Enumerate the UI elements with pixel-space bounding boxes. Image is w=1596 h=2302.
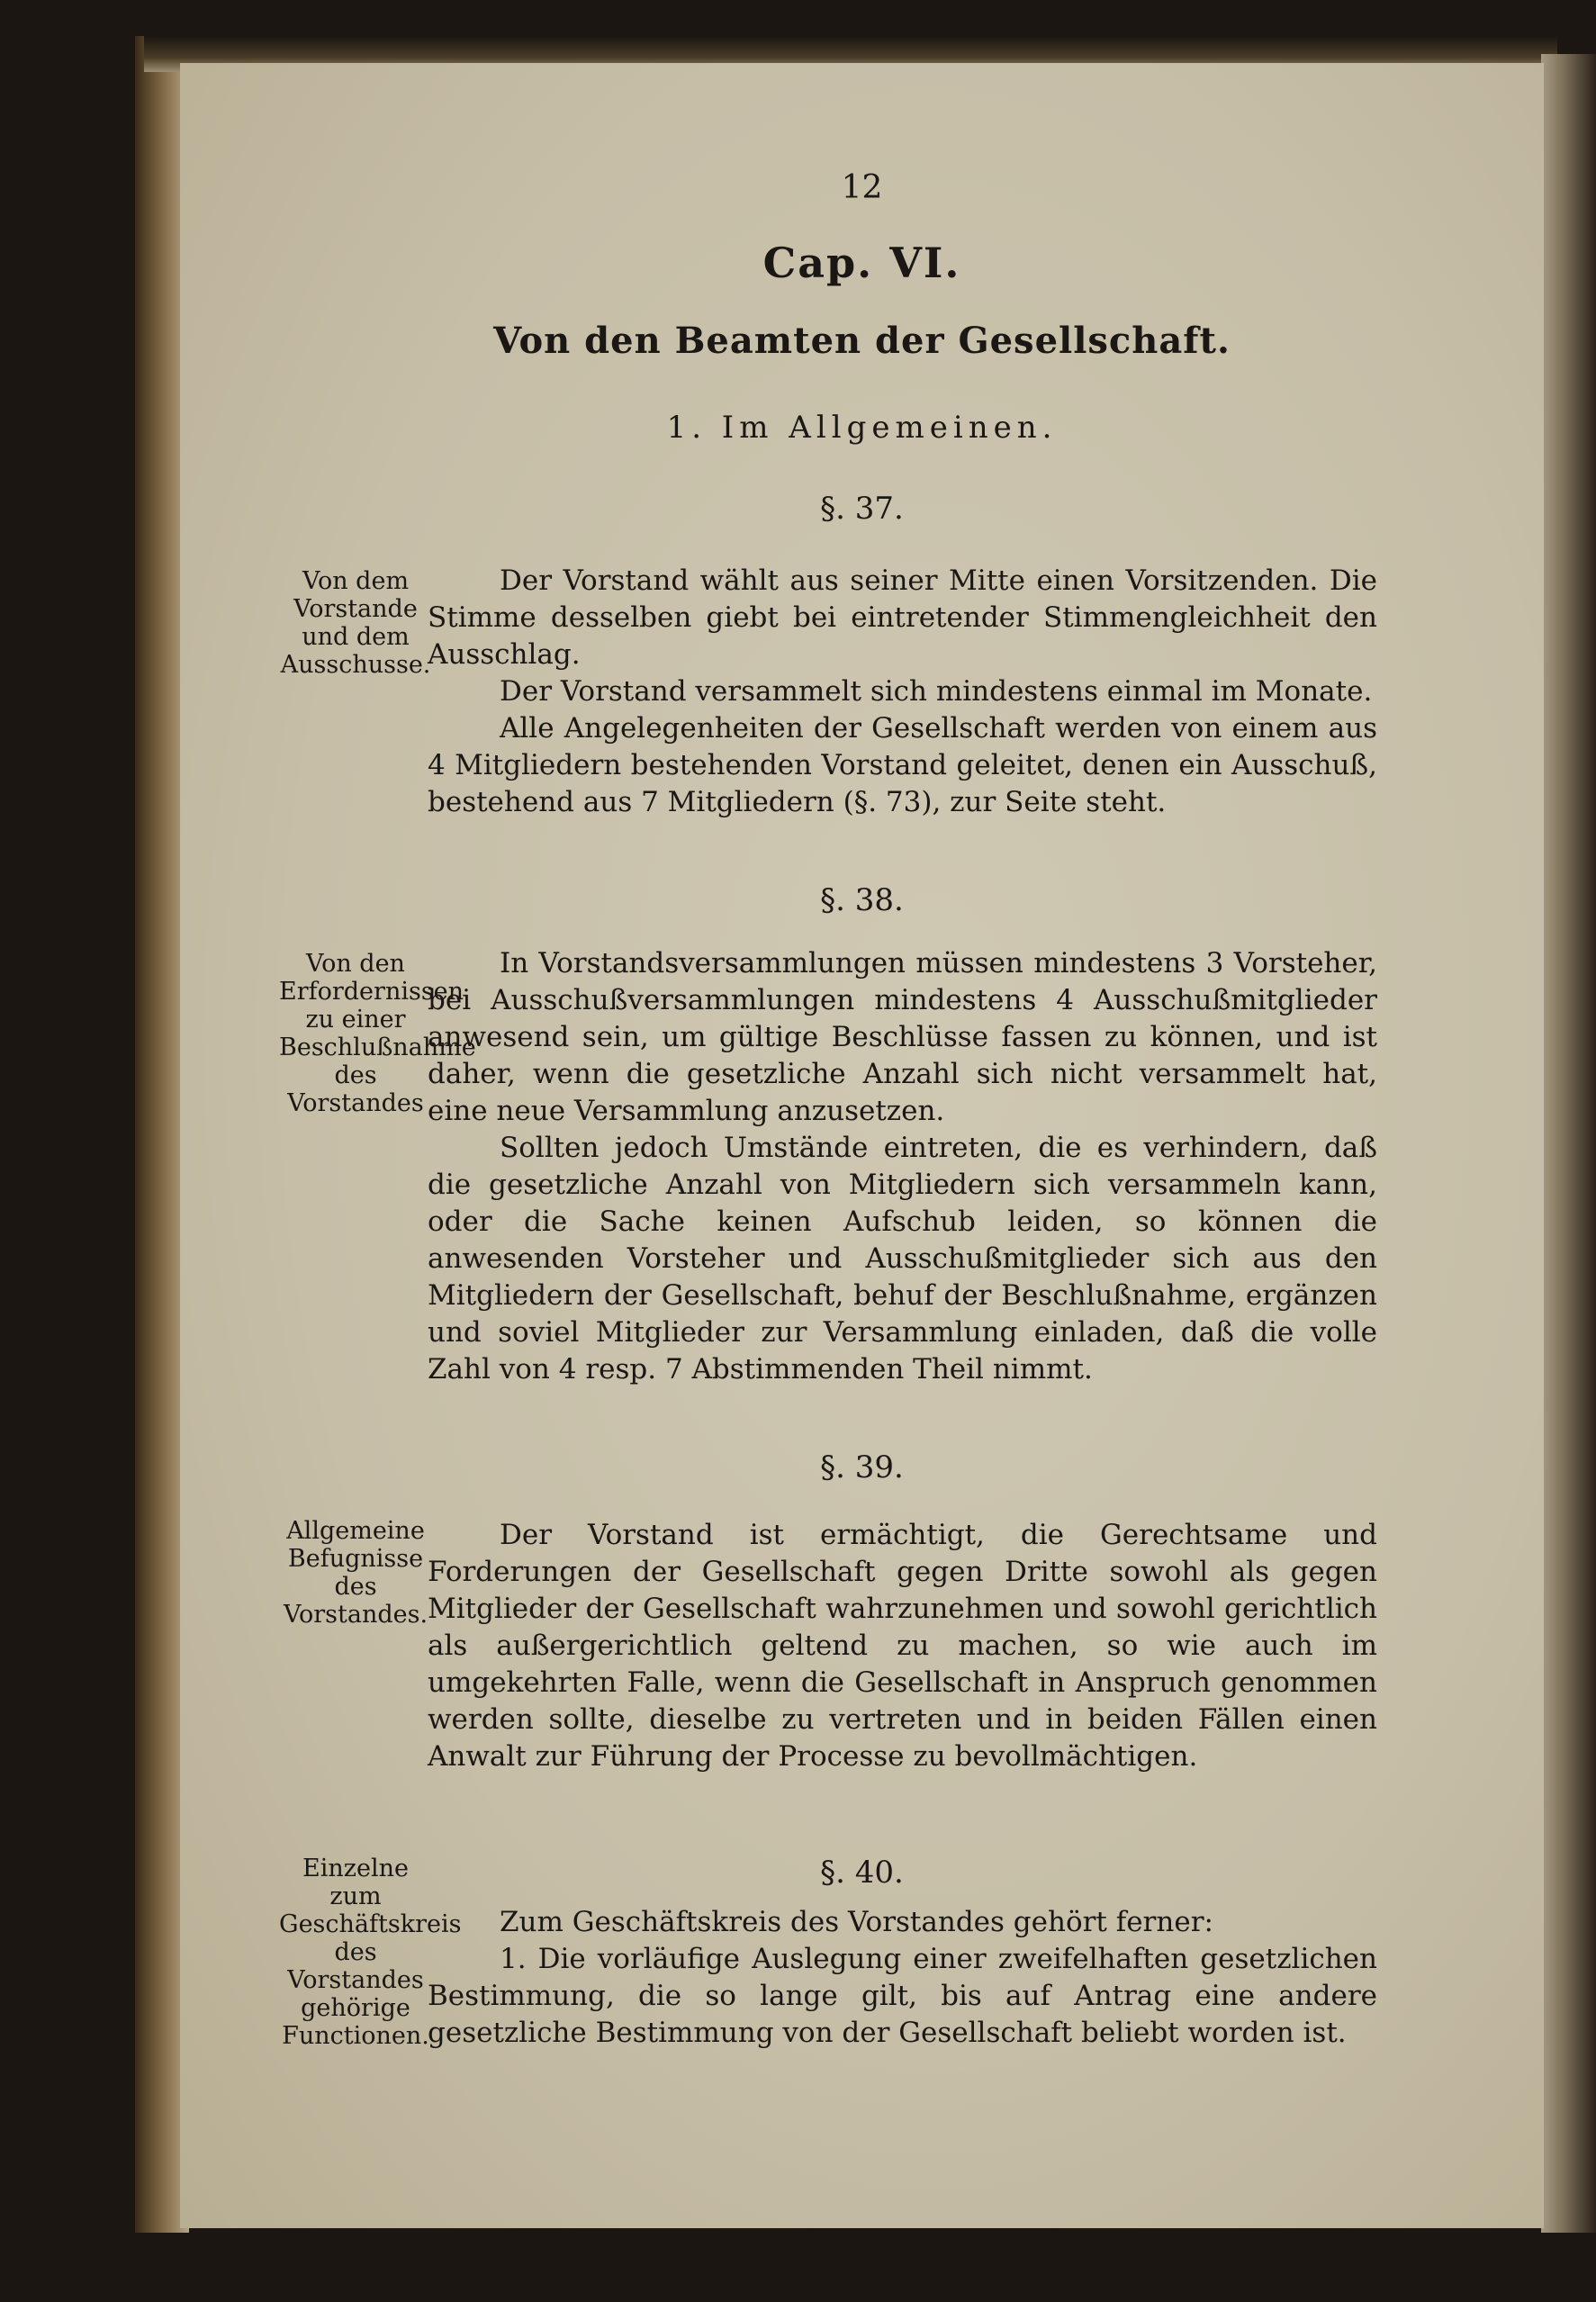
- book-page: [180, 63, 1544, 2228]
- paragraph-number-40: §. 40.: [820, 1855, 904, 1891]
- margin-note-38: Von den Erfordernissen zu einer Beschlußnahme des Vorstandes: [279, 950, 476, 1117]
- paragraph-text: In Vorstandsversammlungen müssen mindestens 3 Vorsteher, bei Ausschußversammlungen mindestens 4 Ausschußmitglieder anwesend sein, um gültige Beschlüsse fassen zu können, und ist daher, wenn die gesetzliche Anzahl sich nicht versammelt hat, eine neue Versammlung anzusetzen.: [428, 947, 1377, 1127]
- margin-note-37: Von dem Vorstande und dem Ausschusse.: [280, 567, 431, 679]
- chapter-heading: Cap. VI.: [762, 239, 961, 287]
- paragraph-number-37: §. 37.: [820, 491, 904, 527]
- paragraph-body-40: [428, 1904, 1377, 2052]
- paragraph-number-38: §. 38.: [820, 882, 904, 918]
- paragraph-text: Der Vorstand wählt aus seiner Mitte einen Vorsitzenden. Die Stimme desselben giebt bei eintretender Stimmengleichheit den Ausschlag.: [428, 564, 1377, 671]
- paragraph-text: Der Vorstand ist ermächtigt, die Gerechtsame und Forderungen der Gesellschaft gegen Dritte sowohl als gegen Mitglieder der Gesellschaft wahrzunehmen und sowohl gerichtlich als außergerichtlich geltend zu machen, so wie auch im umgekehrten Falle, wenn die Gesellschaft in Anspruch genommen werden sollte, dieselbe zu vertreten und in beiden Fällen einen Anwalt zur Führung der Processe zu bevollmächtigen.: [428, 1519, 1377, 1773]
- paragraph-body-39: [428, 1517, 1377, 1775]
- paragraph-text: Der Vorstand versammelt sich mindestens einmal im Monate.: [500, 675, 1373, 708]
- paragraph-body-37: [428, 563, 1377, 821]
- paragraph-number-39: §. 39.: [820, 1449, 904, 1485]
- paragraph-text: Sollten jedoch Umstände eintreten, die es verhindern, daß die gesetzliche Anzahl von Mitgliedern sich versammeln kann, oder die Sache keinen Aufschub leiden, so können die anwesenden Vorsteher und Ausschußmitglieder sich aus den Mitgliedern der Gesellschaft, behuf der Beschlußnahme, ergänzen und soviel Mitglieder zur Versammlung einladen, daß die volle Zahl von 4 resp. 7 Abstimmenden Theil nimmt.: [428, 1132, 1377, 1386]
- paragraph-text: 1. Die vorläufige Auslegung einer zweifelhaften gesetzlichen Bestimmung, die so lange gilt, bis auf Antrag eine andere gesetzliche Bestimmung von der Gesellschaft beliebt worden ist.: [428, 1943, 1377, 2049]
- margin-note-39: Allgemeine Befugnisse des Vorstandes.: [283, 1517, 428, 1629]
- paragraph-text: Zum Geschäftskreis des Vorstandes gehört ferner:: [500, 1906, 1213, 1938]
- paragraph-text: Alle Angelegenheiten der Gesellschaft werden von einem aus 4 Mitgliedern bestehenden Vorstand geleitet, denen ein Ausschuß, bestehend aus 7 Mitgliedern (§. 73), zur Seite steht.: [428, 712, 1377, 818]
- paragraph-body-38: [428, 945, 1377, 1388]
- page-number: 12: [841, 169, 883, 206]
- chapter-title: Von den Beamten der Gesellschaft.: [493, 320, 1231, 362]
- section-heading: 1. Im Allgemeinen.: [666, 410, 1058, 446]
- book-binding-right: [1541, 54, 1596, 2233]
- margin-note-40: Einzelne zum Geschäftskreis des Vorstandes gehörige Functionen.: [279, 1855, 462, 2050]
